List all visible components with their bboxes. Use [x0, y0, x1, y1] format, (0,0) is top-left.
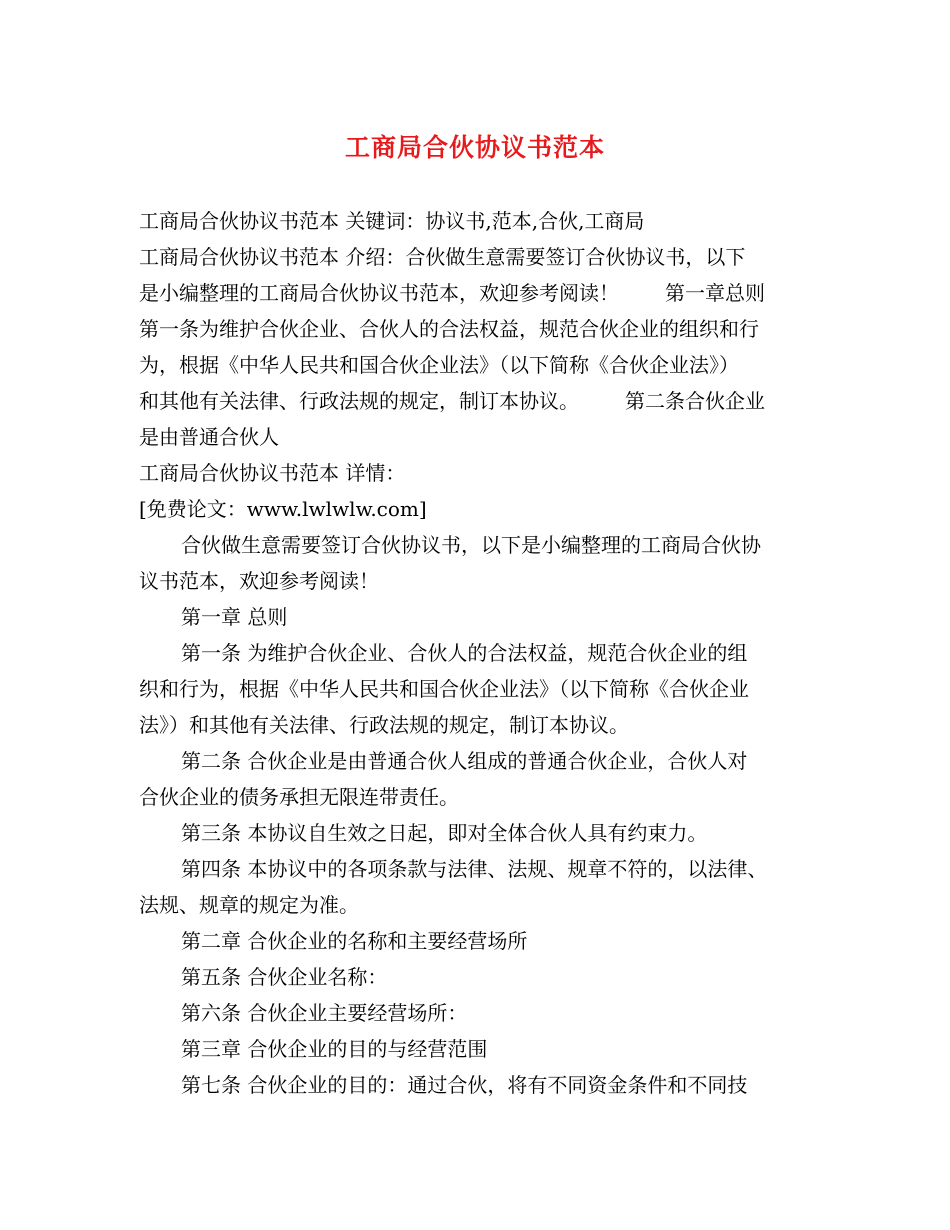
paragraph-line: 议书范本，欢迎参考阅读！: [139, 569, 379, 593]
paragraph-line: 合伙做生意需要签订合伙协议书，以下是小编整理的工商局合伙协: [181, 533, 761, 557]
article-line: 法》）和其他有关法律、行政法规的规定，制订本协议。: [139, 713, 629, 737]
paragraph-line: 和其他有关法律、行政法规的规定，制订本协议。 第二条合伙企业: [139, 389, 765, 413]
article-line: 第二条 合伙企业是由普通合伙人组成的普通合伙企业，合伙人对: [181, 749, 748, 773]
chapter-heading: 第二章 合伙企业的名称和主要经营场所: [181, 929, 528, 953]
article-line: 法规、规章的规定为准。: [139, 893, 359, 917]
document-title: 工商局合伙协议书范本: [344, 133, 605, 162]
paragraph-line: 为，根据《中华人民共和国合伙企业法》（以下简称《合伙企业法》）: [139, 353, 739, 377]
chapter-heading: 第三章 合伙企业的目的与经营范围: [181, 1037, 488, 1061]
article-line: 第七条 合伙企业的目的：通过合伙，将有不同资金条件和不同技: [181, 1073, 748, 1097]
article-line: 第六条 合伙企业主要经营场所：: [181, 1001, 468, 1025]
source-link-line: [免费论文：www.lwlwlw.com]: [139, 497, 427, 521]
paragraph-line: 工商局合伙协议书范本 介绍：合伙做生意需要签订合伙协议书，以下: [139, 245, 746, 269]
document-body: [139, 203, 829, 1103]
article-line: 织和行为，根据《中华人民共和国合伙企业法》（以下简称《合伙企业: [139, 677, 749, 701]
paragraph-line: 是由普通合伙人: [139, 425, 279, 449]
article-line: 第三条 本协议自生效之日起，即对全体合伙人具有约束力。: [181, 821, 708, 845]
paragraph-line: 第一条为维护合伙企业、合伙人的合法权益，规范合伙企业的组织和行: [139, 317, 759, 341]
paragraph-line: 是小编整理的工商局合伙协议书范本，欢迎参考阅读！ 第一章总则: [139, 281, 765, 305]
article-line: 第四条 本协议中的各项条款与法律、法规、规章不符的，以法律、: [181, 857, 768, 881]
paragraph-line: 工商局合伙协议书范本 关键词：协议书,范本,合伙,工商局: [139, 209, 645, 233]
article-line: 合伙企业的债务承担无限连带责任。: [139, 785, 459, 809]
paragraph-line: 工商局合伙协议书范本 详情：: [139, 461, 406, 485]
article-line: 第五条 合伙企业名称：: [181, 965, 388, 989]
chapter-heading: 第一章 总则: [181, 605, 288, 629]
article-line: 第一条 为维护合伙企业、合伙人的合法权益，规范合伙企业的组: [181, 641, 748, 665]
